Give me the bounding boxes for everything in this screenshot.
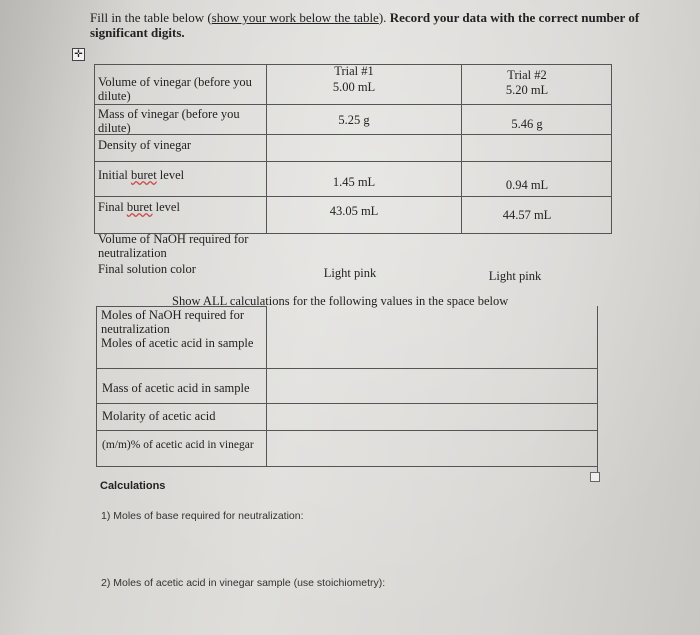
table-move-icon[interactable]: ✛ [72,48,85,61]
row-final-buret-label: Final buret level [98,200,180,214]
row-volume-vinegar-t2[interactable]: 5.20 mL [505,83,549,97]
calc-row-moles-acid: Moles of acetic acid in sample [101,336,254,350]
row-mass-vinegar-t2[interactable]: 5.46 g [511,117,543,131]
row-volume-vinegar-label: Volume of vinegar (before you dilute) [98,75,252,103]
calc-question-2: 2) Moles of acetic acid in vinegar sample (use stoichiometry): [101,577,386,589]
row-final-buret-t2[interactable]: 44.57 mL [502,208,552,222]
calc-row-moles-naoh: Moles of NaOH required for neutralization [101,308,245,336]
instructions-bold: Record your data with the correct number of significant digits. [90,10,640,40]
instructions-after: ). [378,10,390,25]
calculations-title: Calculations [100,480,166,492]
row-initial-buret-label: Initial buret level [98,168,185,182]
row-mass-vinegar-t1[interactable]: 5.25 g [338,113,370,127]
row-volume-vinegar-t1[interactable]: 5.00 mL [332,80,376,94]
instructions-lead: Fill in the table below ( [90,10,212,25]
header-trial2: Trial #2 [507,68,547,82]
calc-note: Show ALL calculations for the following values in the space below [172,294,509,308]
calc-row-percent: (m/m)% of acetic acid in vinegar [102,439,254,451]
calc-row-mass-acid: Mass of acetic acid in sample [102,381,250,395]
row-initial-buret-t1[interactable]: 1.45 mL [332,175,376,189]
row-final-buret-t1[interactable]: 43.05 mL [329,204,379,218]
row-final-color-t1[interactable]: Light pink [323,266,377,280]
row-final-color-t2[interactable]: Light pink [488,269,542,283]
row-initial-buret-t2[interactable]: 0.94 mL [505,178,549,192]
row-naoh-volume-label: Volume of NaOH required for neutralization [98,232,249,260]
row-mass-vinegar-label: Mass of vinegar (before you dilute) [98,107,240,135]
instructions [90,10,650,40]
table-resize-handle[interactable] [590,472,600,482]
instructions-underlined: show your work below the table [211,10,379,25]
row-final-color-label: Final solution color [98,262,196,276]
calc-row-molarity: Molarity of acetic acid [102,409,216,423]
header-trial1: Trial #1 [334,64,374,78]
row-density-label: Density of vinegar [98,138,192,152]
calc-question-1: 1) Moles of base required for neutralization: [101,510,304,522]
